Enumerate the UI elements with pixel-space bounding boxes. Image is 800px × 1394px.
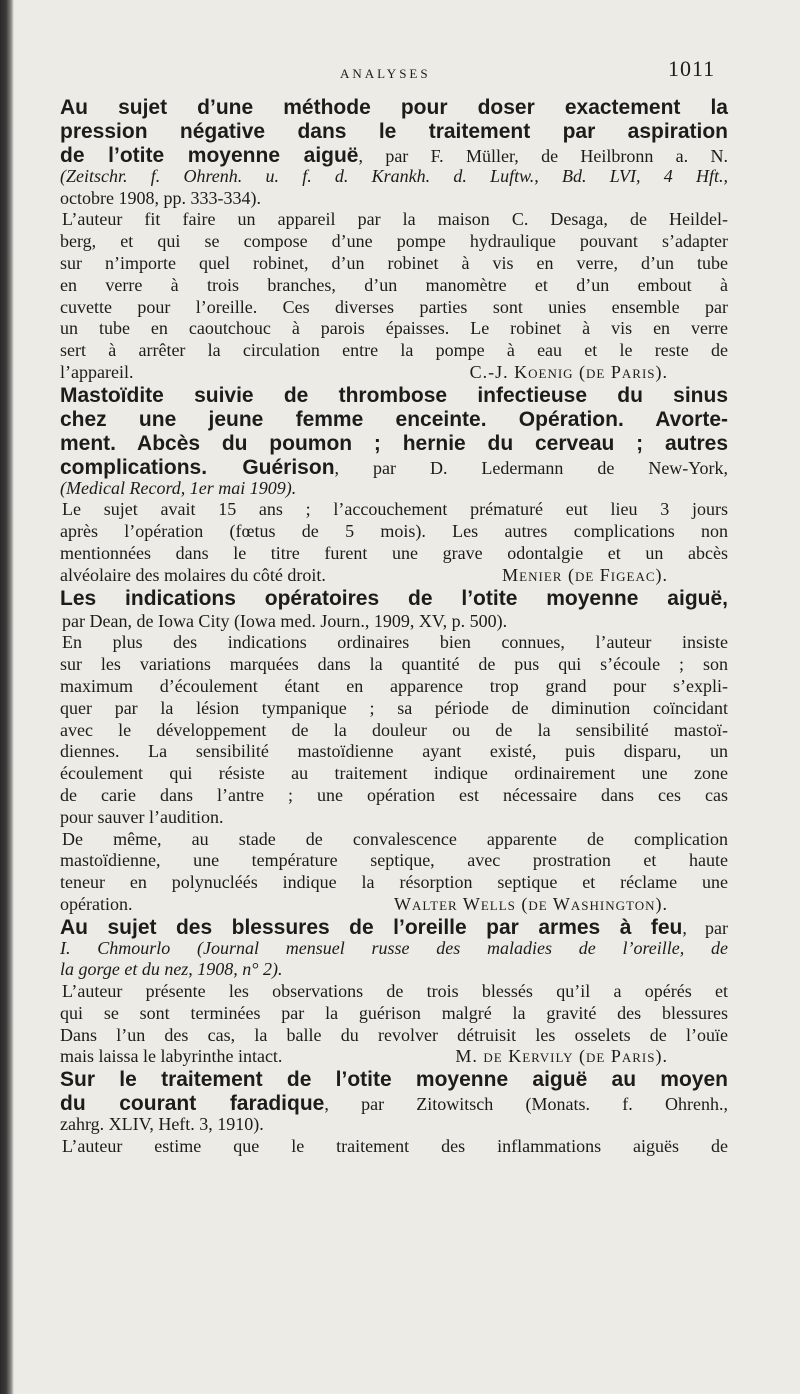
- body-line: Le sujet avait 15 ans ; l’accouchement prématuré eut lieu 3 jours: [62, 499, 728, 520]
- body-line: quer par la lésion tympanique ; sa période de diminution coïncidant: [60, 697, 728, 718]
- body-line: après l’opération (fœtus de 5 mois). Les autres complications non: [60, 521, 728, 542]
- article-title-line: Les indications opératoires de l’otite moyenne aiguë,: [60, 586, 728, 610]
- body-line: cuvette pour l’oreille. Ces diverses parties sont unies ensemble par: [60, 296, 728, 317]
- body-line: mastoïdienne, une température septique, avec prostration et haute: [60, 850, 728, 871]
- body-line: sur n’importe quel robinet, d’un robinet à vis en verre, d’un tube: [60, 252, 728, 273]
- article-title-line: [60, 1092, 728, 1114]
- body-line: mentionnées dans le titre furent une grave odontalgie et un abcès: [60, 542, 728, 563]
- body-line: diennes. La sensibilité mastoïdienne ayant existé, puis disparu, un: [60, 741, 728, 762]
- body-line: opération.: [60, 893, 133, 914]
- page-number: 1011: [668, 56, 716, 81]
- article-title-line: [60, 144, 728, 166]
- body-line: maximum d’écoulement étant en apparence trop grand pour s’expli-: [60, 675, 728, 696]
- article-title-line: Mastoïdite suivie de thrombose infectieuse du sinus: [60, 383, 728, 407]
- body-line: L’auteur estime que le traitement des inflammations aiguës de: [62, 1135, 728, 1156]
- article-title-line: Au sujet d’une méthode pour doser exactement la: [60, 96, 728, 119]
- body-line: Dans l’un des cas, la balle du revolver détruisit les osselets de l’ouïe: [60, 1024, 728, 1045]
- reviewer-signature: M. de Kervily (de Paris).: [455, 1046, 668, 1067]
- body-line-with-signature: [60, 894, 728, 916]
- running-header: ANALYSES: [340, 66, 431, 81]
- article-title: Au sujet des blessures de l’oreille par armes à feu: [60, 915, 683, 939]
- article-title-line: Sur le traitement de l’otite moyenne aiguë au moyen: [60, 1068, 728, 1092]
- body-line: en verre à trois branches, d’un manomètre et d’un embout à: [60, 274, 728, 295]
- article-citation: (Zeitschr. f. Ohrenh. u. f. d. Krankh. d. Luftw., Bd. LVI, 4 Hft.,: [60, 165, 728, 186]
- article-citation: zahrg. XLIV, Heft. 3, 1910).: [60, 1114, 264, 1135]
- article-byline: , par D. Ledermann de New-York,: [334, 457, 728, 478]
- article-byline: , par: [682, 917, 729, 938]
- article-citation: (Medical Record, 1er mai 1909).: [60, 477, 297, 498]
- body-line: l’appareil.: [60, 361, 134, 382]
- body-line: avec le développement de la douleur ou de la sensibilité mastoï-: [60, 719, 728, 740]
- body-line: pour sauver l’audition.: [60, 806, 224, 827]
- article-title-line: [60, 916, 728, 938]
- article-citation: la gorge et du nez, 1908, n° 2).: [60, 959, 283, 980]
- body-line: L’auteur présente les observations de trois blessés qu’il a opérés et: [62, 981, 728, 1002]
- article-title-line: chez une jeune femme enceinte. Opération. Avorte-: [60, 407, 728, 431]
- article-title-line: ment. Abcès du poumon ; hernie du cerveau ; autres: [60, 431, 728, 455]
- reviewer-signature: Menier (de Figeac).: [502, 564, 668, 585]
- body-line: qui se sont terminées par la guérison malgré la gravité des blessures: [60, 1002, 728, 1023]
- article-4: [60, 916, 728, 1069]
- body-line: de carie dans l’antre ; une opération est nécessaire dans ces cas: [60, 784, 728, 805]
- article-3: [60, 587, 728, 916]
- page-binding-edge: [0, 0, 14, 1394]
- body-line: De même, au stade de convalescence apparente de complication: [62, 828, 728, 849]
- reviewer-signature: C.-J. Koenig (de Paris).: [469, 361, 668, 382]
- article-title-line: pression négative dans le traitement par aspiration: [60, 120, 728, 143]
- body-line-with-signature: [60, 362, 728, 384]
- reviewer-signature: Walter Wells (de Washington).: [394, 893, 668, 914]
- body-line: teneur en polynucléés indique la résorption septique et réclame une: [60, 872, 728, 893]
- article-1: [60, 96, 728, 384]
- article-title-tail: complications. Guérison: [60, 455, 335, 479]
- article-title-line: [60, 456, 728, 478]
- body-line: En plus des indications ordinaires bien connues, l’auteur insiste: [62, 632, 728, 653]
- article-byline: , par F. Müller, de Heilbronn a. N.: [358, 146, 728, 166]
- body-line-with-signature: [60, 1046, 728, 1068]
- article-byline: , par Zitowitsch (Monats. f. Ohrenh.,: [324, 1094, 728, 1115]
- body-line: alvéolaire des molaires du côté droit.: [60, 564, 326, 585]
- body-line: L’auteur fit faire un appareil par la maison C. Desaga, de Heildel-: [62, 209, 728, 230]
- article-2: [60, 384, 728, 587]
- body-line: sur les variations marquées dans la quantité de pus qui s’écoule ; son: [60, 654, 728, 675]
- article-date: octobre 1908, pp. 333-334).: [60, 187, 261, 208]
- body-line: mais laissa le labyrinthe intact.: [60, 1046, 283, 1067]
- article-title-tail: du courant faradique: [60, 1092, 325, 1116]
- body-line: berg, et qui se compose d’une pompe hydraulique pouvant s’adapter: [60, 231, 728, 252]
- article-5: [60, 1068, 728, 1157]
- body-line: sert à arrêter la circulation entre la pompe à eau et le reste de: [60, 340, 728, 361]
- page-body: [60, 96, 728, 1158]
- article-citation: I. Chmourlo (Journal mensuel russe des maladies de l’oreille, de: [60, 937, 728, 958]
- article-title-tail: de l’otite moyenne aiguë: [60, 144, 359, 167]
- body-line: écoulement qui résiste au traitement indique ordinairement une zone: [60, 763, 728, 784]
- article-byline: par Dean, de Iowa City (Iowa med. Journ., 1909, XV, p. 500).: [62, 610, 508, 631]
- body-line-with-signature: [60, 565, 728, 587]
- body-line: un tube en caoutchouc à parois épaisses. Le robinet à vis en verre: [60, 318, 728, 339]
